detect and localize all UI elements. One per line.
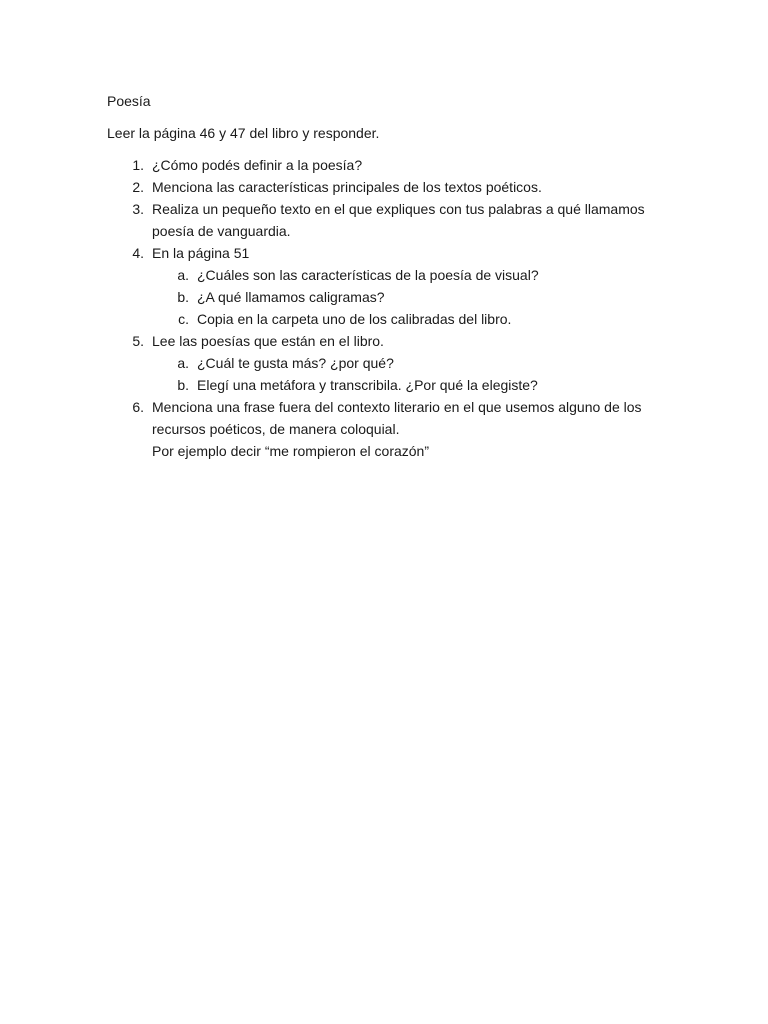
subquestion-letter: a. [177, 267, 189, 283]
subquestion-text: ¿Cuáles son las características de la poesía de visual? [197, 267, 539, 283]
subquestion-text: Copia en la carpeta uno de los calibradas del libro. [197, 311, 512, 327]
question-item-1 [107, 154, 687, 176]
subquestion-text: Elegí una metáfora y transcribila. ¿Por qué la elegiste? [197, 377, 538, 393]
question-text: ¿Cómo podés definir a la poesía? [152, 157, 363, 173]
subquestion-letter: a. [177, 355, 189, 371]
question-text: Lee las poesías que están en el libro. [152, 333, 384, 349]
question-list [107, 154, 687, 462]
subquestion-text: ¿Cuál te gusta más? ¿por qué? [197, 355, 394, 371]
question-number: 2. [132, 179, 144, 195]
question-item-5 [107, 330, 687, 396]
subquestion-list [152, 264, 687, 330]
question-number: 4. [132, 245, 144, 261]
question-number: 6. [132, 399, 144, 415]
subquestion-item-4a [152, 264, 687, 286]
document-title: Poesía [107, 93, 151, 109]
question-number: 3. [132, 201, 144, 217]
question-text: Menciona las características principales de los textos poéticos. [152, 179, 542, 195]
document-page [107, 90, 687, 462]
subquestion-item-5a [152, 352, 687, 374]
question-example: Por ejemplo decir “me rompieron el corazón” [152, 443, 429, 459]
subquestion-letter: c. [178, 311, 189, 327]
question-text: Menciona una frase fuera del contexto literario en el que usemos alguno de los recursos poéticos, de manera coloquial. [152, 399, 642, 437]
question-item-2 [107, 176, 687, 198]
subquestion-letter: b. [177, 289, 189, 305]
subquestion-item-5b [152, 374, 687, 396]
subquestion-list [152, 352, 687, 396]
question-item-4 [107, 242, 687, 330]
question-number: 5. [132, 333, 144, 349]
question-text: Realiza un pequeño texto en el que expliques con tus palabras a qué llamamos poesía de vanguardia. [152, 201, 645, 239]
question-number: 1. [132, 157, 144, 173]
question-item-3 [107, 198, 687, 242]
question-text: En la página 51 [152, 245, 250, 261]
question-item-6 [107, 396, 687, 462]
subquestion-item-4b [152, 286, 687, 308]
subquestion-item-4c [152, 308, 687, 330]
document-intro: Leer la página 46 y 47 del libro y responder. [107, 125, 380, 141]
subquestion-text: ¿A qué llamamos caligramas? [197, 289, 385, 305]
subquestion-letter: b. [177, 377, 189, 393]
